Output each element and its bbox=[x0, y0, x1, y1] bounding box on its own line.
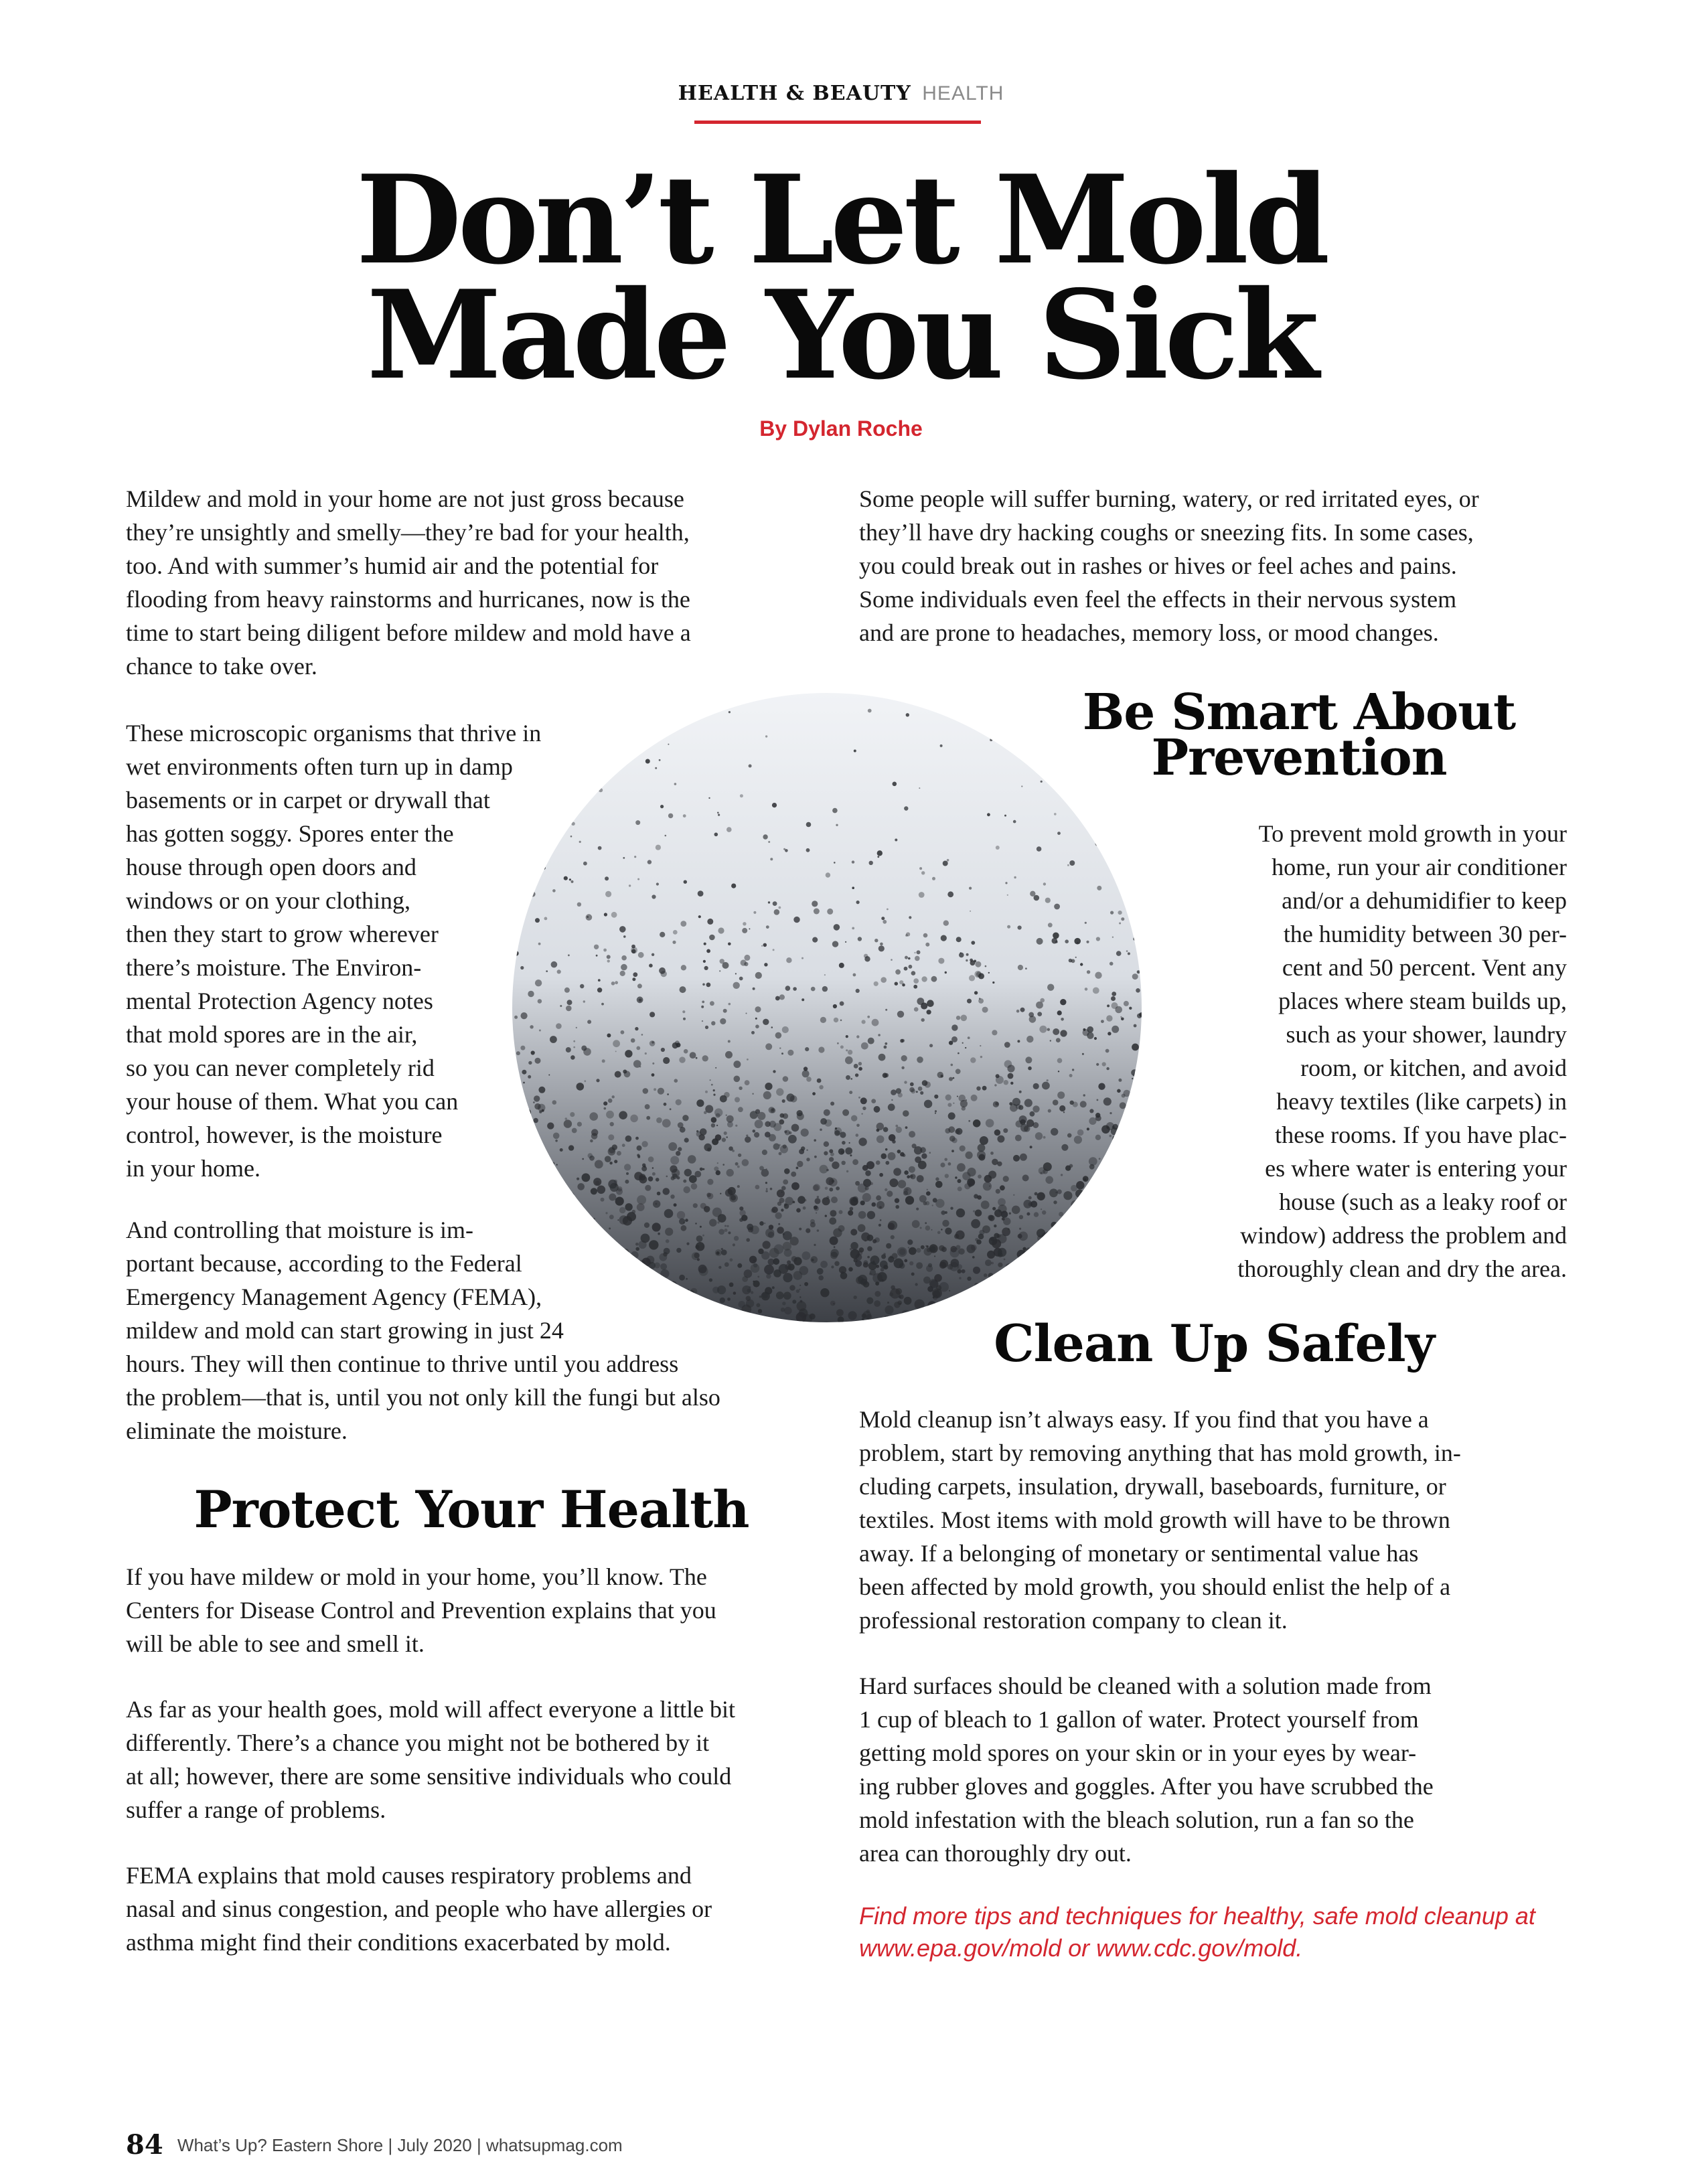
text-line: heavy textiles (like carpets) in bbox=[1276, 1088, 1567, 1115]
text-line: wet environments often turn up in damp bbox=[126, 753, 513, 780]
text-line: they’ll have dry hacking coughs or sneezing fits. In some cases, bbox=[859, 519, 1474, 546]
text-line: places where steam builds up, bbox=[1278, 988, 1567, 1014]
intro-paragraph bbox=[126, 482, 691, 683]
text-line: mold infestation with the bleach solution, run a fan so the bbox=[859, 1806, 1414, 1833]
text-line: And controlling that moisture is im- bbox=[126, 1217, 473, 1243]
text-line: getting mold spores on your skin or in your eyes by wear- bbox=[859, 1739, 1417, 1766]
byline: By Dylan Roche bbox=[759, 416, 923, 441]
text-line: basements or in carpet or drywall that bbox=[126, 787, 490, 813]
title-line-1: Don’t Let Mold bbox=[356, 148, 1326, 291]
text-line: Hard surfaces should be cleaned with a solution made from bbox=[859, 1672, 1432, 1699]
text-line: mental Protection Agency notes bbox=[126, 988, 433, 1014]
text-line: professional restoration company to clean it. bbox=[859, 1607, 1288, 1634]
prevention-heading-line-2: Prevention bbox=[1151, 729, 1447, 787]
text-line: area can thoroughly dry out. bbox=[859, 1840, 1132, 1867]
section-name: HEALTH & BEAUTY bbox=[678, 82, 911, 105]
page-number: 84 bbox=[126, 2129, 163, 2161]
text-line: Mold cleanup isn’t always easy. If you find that you have a bbox=[859, 1406, 1429, 1433]
text-line: Emergency Management Agency (FEMA), bbox=[126, 1283, 542, 1310]
text-line: away. If a belonging of monetary or sentimental value has bbox=[859, 1540, 1419, 1567]
text-line: chance to take over. bbox=[126, 653, 317, 680]
text-line: textiles. Most items with mold growth will have to be thrown bbox=[859, 1506, 1450, 1533]
text-line: To prevent mold growth in your bbox=[1258, 820, 1567, 847]
text-line: room, or kitchen, and avoid bbox=[1300, 1055, 1567, 1081]
mold-photo bbox=[512, 693, 1142, 1322]
title-line-2: Made You Sick bbox=[366, 263, 1316, 406]
text-line: As far as your health goes, mold will affect everyone a little bit bbox=[126, 1696, 736, 1723]
text-line: Some people will suffer burning, watery, or red irritated eyes, or bbox=[859, 485, 1479, 512]
text-line: at all; however, there are some sensitive individuals who could bbox=[126, 1763, 732, 1790]
text-line: flooding from heavy rainstorms and hurricanes, now is the bbox=[126, 586, 690, 613]
text-line: so you can never completely rid bbox=[126, 1055, 435, 1081]
text-line: and/or a dehumidifier to keep bbox=[1282, 887, 1567, 914]
protect-paragraph-2 bbox=[126, 1693, 735, 1826]
cleanup-paragraph-1 bbox=[859, 1403, 1461, 1637]
text-line: windows or on your clothing, bbox=[126, 887, 410, 914]
text-line: time to start being diligent before mildew and mold have a bbox=[126, 619, 691, 646]
resources-note bbox=[859, 1900, 1569, 1964]
text-line: these rooms. If you have plac- bbox=[1275, 1121, 1567, 1148]
text-line: asthma might find their conditions exacerbated by mold. bbox=[126, 1929, 671, 1956]
clean-up-heading: Clean Up Safely bbox=[994, 1314, 1434, 1373]
text-line: es where water is entering your bbox=[1265, 1155, 1567, 1182]
text-line: you could break out in rashes or hives or feel aches and pains. bbox=[859, 552, 1457, 579]
text-line: home, run your air conditioner bbox=[1272, 854, 1567, 880]
text-line: mildew and mold can start growing in just 24 bbox=[126, 1317, 564, 1344]
text-line: house (such as a leaky roof or bbox=[1279, 1188, 1567, 1215]
text-line: ing rubber gloves and goggles. After you have scrubbed the bbox=[859, 1773, 1434, 1800]
text-line: then they start to grow wherever bbox=[126, 921, 439, 947]
text-line: nasal and sinus congestion, and people who have allergies or bbox=[126, 1895, 712, 1922]
publication-info: What’s Up? Eastern Shore | July 2020 | whatsupmag.com bbox=[177, 2135, 623, 2155]
text-line: thoroughly clean and dry the area. bbox=[1237, 1255, 1567, 1282]
text-line: too. And with summer’s humid air and the potential for bbox=[126, 552, 659, 579]
mold-texture-graphic bbox=[512, 693, 1142, 1322]
section-label bbox=[0, 82, 1682, 105]
text-line: control, however, is the moisture bbox=[126, 1121, 443, 1148]
text-line: problem, start by removing anything that has mold growth, in- bbox=[859, 1439, 1461, 1466]
text-line: cent and 50 percent. Vent any bbox=[1282, 954, 1567, 981]
organisms-paragraph bbox=[126, 716, 541, 1185]
text-line: FEMA explains that mold causes respiratory problems and bbox=[126, 1862, 692, 1889]
text-line: cluding carpets, insulation, drywall, baseboards, furniture, or bbox=[859, 1473, 1446, 1500]
text-line: differently. There’s a chance you might not be bothered by it bbox=[126, 1729, 710, 1756]
section-underline bbox=[694, 121, 981, 124]
text-line: Some individuals even feel the effects in their nervous system bbox=[859, 586, 1457, 613]
prevention-heading bbox=[1045, 684, 1553, 787]
text-line: house through open doors and bbox=[126, 854, 416, 880]
text-line: and are prone to headaches, memory loss, or mood changes. bbox=[859, 619, 1439, 646]
text-line: These microscopic organisms that thrive in bbox=[126, 720, 542, 747]
text-line: been affected by mold growth, you should enlist the help of a bbox=[859, 1573, 1451, 1600]
text-line: Mildew and mold in your home are not just gross because bbox=[126, 485, 684, 512]
text-line: the problem—that is, until you not only kill the fungi but also bbox=[126, 1384, 720, 1411]
text-line: hours. They will then continue to thrive until you address bbox=[126, 1350, 679, 1377]
text-line: your house of them. What you can bbox=[126, 1088, 459, 1115]
text-line: window) address the problem and bbox=[1240, 1222, 1567, 1249]
text-line: Centers for Disease Control and Prevention explains that you bbox=[126, 1597, 716, 1624]
subsection-name: HEALTH bbox=[922, 82, 1004, 104]
text-line: suffer a range of problems. bbox=[126, 1796, 386, 1823]
text-line: If you have mildew or mold in your home, you’ll know. The bbox=[126, 1563, 707, 1590]
symptoms-paragraph bbox=[859, 482, 1479, 649]
protect-paragraph-3 bbox=[126, 1859, 712, 1959]
text-line: Find more tips and techniques for healthy, safe mold cleanup at bbox=[859, 1902, 1535, 1930]
text-line: in your home. bbox=[126, 1155, 260, 1182]
text-line: there’s moisture. The Environ- bbox=[126, 954, 422, 981]
page-footer bbox=[126, 2129, 623, 2161]
article-title bbox=[0, 148, 1682, 406]
text-line: has gotten soggy. Spores enter the bbox=[126, 820, 454, 847]
text-line: 1 cup of bleach to 1 gallon of water. Protect yourself from bbox=[859, 1706, 1419, 1733]
text-line: that mold spores are in the air, bbox=[126, 1021, 418, 1048]
text-line: will be able to see and smell it. bbox=[126, 1630, 425, 1657]
cleanup-paragraph-2 bbox=[859, 1669, 1434, 1870]
text-line: they’re unsightly and smelly—they’re bad for your health, bbox=[126, 519, 690, 546]
protect-health-heading: Protect Your Health bbox=[194, 1480, 749, 1539]
protect-paragraph-1 bbox=[126, 1560, 716, 1660]
text-line: eliminate the moisture. bbox=[126, 1417, 348, 1444]
text-line: such as your shower, laundry bbox=[1286, 1021, 1567, 1048]
text-line: www.epa.gov/mold or www.cdc.gov/mold. bbox=[859, 1934, 1303, 1962]
prevention-heading-line-1: Be Smart About bbox=[1082, 684, 1516, 741]
text-line: the humidity between 30 per- bbox=[1283, 921, 1567, 947]
text-line: portant because, according to the Federal bbox=[126, 1250, 522, 1277]
